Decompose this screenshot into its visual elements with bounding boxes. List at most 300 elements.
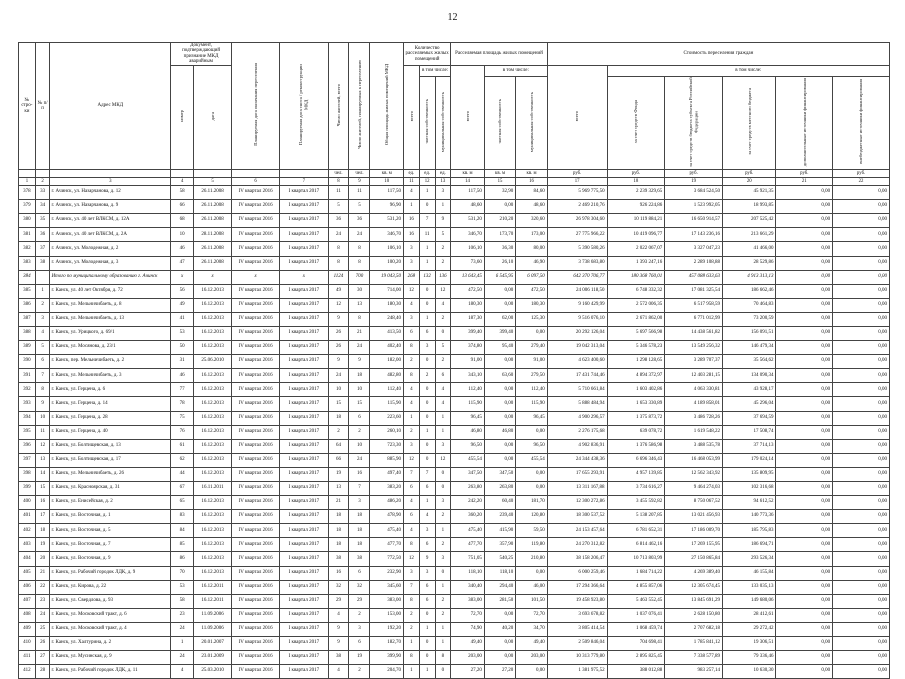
table-cell: 0,00 [776,298,833,312]
table-cell: 0,00 [776,242,833,256]
table-cell: x [280,270,328,284]
table-cell: 31 [171,355,194,369]
table-cell: 14 438 561,82 [665,326,723,340]
header-area-private: частная собственность [484,76,515,169]
unit-cell: ед. [404,170,420,178]
table-cell: 112,40 [451,383,485,397]
table-cell: 4 189 858,01 [665,397,723,411]
table-cell: 478,90 [370,510,404,524]
table-cell: 3 [435,186,451,200]
table-cell: 112,40 [370,383,404,397]
table-cell: 379 [19,200,36,214]
table-cell: г. Канск, ул. Мельничибаеть, д. 13 [50,312,171,326]
table-cell: I квартал 2017 [280,453,328,467]
header-item-number: № п/п [35,43,50,170]
table-cell: 0,00 [776,622,833,636]
table-cell: 24 [349,453,370,467]
column-number-cell: 14 [451,178,485,186]
table-cell: 0,00 [833,538,890,552]
unit-cell: кв. м [484,170,515,178]
table-cell: 26 [328,326,349,340]
table-cell: 9 464 274,03 [665,482,723,496]
table-cell: 4 [404,496,420,510]
table-cell: 18 [328,538,349,552]
table-cell: 210,80 [516,552,547,566]
table-row [19,341,890,355]
table-cell: 2 [435,355,451,369]
table-cell: 62,00 [484,312,515,326]
table-cell: 239,40 [484,510,515,524]
table-cell: 0,00 [776,594,833,608]
table-cell: 540,25 [484,552,515,566]
table-cell: г. Канск, ул. Мусинская, д. 9 [50,651,171,665]
table-cell: 45 296,04 [722,397,776,411]
table-cell: 68 [171,214,194,228]
unit-cell [231,170,279,178]
table-cell: г. Канск, ул. Рабочий городок ЛДК, д. 11 [50,665,171,679]
table-cell: 384 [19,270,36,284]
table-cell: I квартал 2017 [280,397,328,411]
table-cell: 3 684 524,50 [665,186,723,200]
unit-cell [280,170,328,178]
table-cell: г. Канск, ул. Красноярская, д. 31 [50,482,171,496]
column-number-cell: 22 [833,178,890,186]
table-cell: 10 [349,439,370,453]
table-cell: 20 292 126,04 [547,326,607,340]
table-cell: 4 [419,510,435,524]
table-cell: 6 [404,326,420,340]
table-cell: IV квартал 2016 [231,580,279,594]
column-number-cell: 20 [722,178,776,186]
table-cell: 0,00 [833,467,890,481]
table-cell: 12 [404,552,420,566]
table-cell: 3 [404,566,420,580]
table-cell: 21 [328,496,349,510]
table-cell: 6 [435,369,451,383]
column-number-cell: 8 [328,178,349,186]
header-area-group: Расселяемая площадь жилых помещений [451,43,548,66]
table-cell: 173,00 [516,228,547,242]
table-cell: IV квартал 2016 [231,186,279,200]
table-cell: 50 [171,341,194,355]
table-cell: 413,50 [370,326,404,340]
column-number-cell: 13 [435,178,451,186]
header-planned-end: Планируемая дата окончания переселения [231,43,279,170]
table-cell: 78 [171,397,194,411]
table-cell: 101,50 [516,594,547,608]
table-cell: 8 [404,341,420,355]
table-cell: 15 [328,397,349,411]
table-cell: 3 [404,439,420,453]
table-cell: 85 [171,538,194,552]
table-cell: 24 [171,622,194,636]
table-cell: 63,60 [484,369,515,383]
header-count-municipal: муниципальная собственность [435,76,451,169]
table-cell: 4 [35,326,50,340]
table-cell: 2 707 682,18 [665,622,723,636]
table-cell: 16.12.2013 [194,284,232,298]
table-cell: 38 [328,651,349,665]
table-cell: 388 012,88 [607,665,665,679]
table-cell: 203,00 [451,651,485,665]
table-cell: 24 [171,651,194,665]
table-cell: 2 [328,425,349,439]
table-cell: 497,40 [370,467,404,481]
table-cell: 6 [404,510,420,524]
table-cell: 204,70 [370,665,404,679]
table-cell: 3 [35,312,50,326]
table-row [19,510,890,524]
table-row [19,312,890,326]
table-cell: 0,00 [776,383,833,397]
table-row [19,538,890,552]
table-row [19,383,890,397]
table-cell: 0,00 [484,439,515,453]
table-cell: 1 [419,665,435,679]
table-cell: 1 [419,242,435,256]
table-cell: 4 957 139,85 [607,467,665,481]
table-cell: 12 [435,453,451,467]
table-cell: I квартал 2017 [280,538,328,552]
table-cell: 1124 [328,270,349,284]
table-cell: 1 [35,284,50,298]
table-cell: 1 [404,200,420,214]
table-cell: 10 713 803,99 [607,552,665,566]
table-cell: 4 [328,608,349,622]
table-cell: 2 [435,608,451,622]
table-cell: 408 [19,608,36,622]
table-cell: 28 412,61 [722,608,776,622]
table-cell: 0,00 [833,369,890,383]
table-cell: 5 [435,341,451,355]
table-cell: 18 993,85 [722,200,776,214]
table-cell: 96,45 [451,411,485,425]
table-body [19,186,890,679]
table-cell: 18 [349,538,370,552]
table-cell: 32 [328,580,349,594]
table-cell: 17 655 293,91 [547,467,607,481]
table-cell: 0,00 [833,228,890,242]
table-cell: 9 [435,214,451,228]
table-cell: 117,50 [370,186,404,200]
table-cell: 0,00 [833,341,890,355]
table-cell: IV квартал 2016 [231,242,279,256]
table-row [19,665,890,679]
table-cell: 26.11.2008 [194,214,232,228]
table-cell: г. Канск, ул. Кирова, д. 22 [50,580,171,594]
table-cell: 38 [35,256,50,270]
table-cell: 115,90 [370,397,404,411]
table-cell: 242,20 [451,496,485,510]
table-cell: 12 300 272,86 [547,496,607,510]
header-doc-number: номер [171,65,194,169]
table-cell: 0,00 [776,425,833,439]
table-cell: 0 [419,439,435,453]
table-cell: г. Канск, ул. Болтищевская, д. 17 [50,453,171,467]
table-cell: 5 346 578,23 [607,341,665,355]
table-cell: 120,80 [516,510,547,524]
table-cell: 25.06.2010 [194,355,232,369]
table-cell: 360,20 [451,510,485,524]
table-cell: г. Канск, ул. Болтищевская, д. 13 [50,439,171,453]
table-cell: 60,40 [484,496,515,510]
table-cell: 26 978 304,60 [547,214,607,228]
table-cell: 294,40 [484,580,515,594]
table-cell: 383,00 [451,594,485,608]
table-cell: 0,00 [484,608,515,622]
table-cell: 0,00 [833,439,890,453]
table-cell: 12 [435,284,451,298]
table-cell: 6 [419,326,435,340]
table-cell: 8 [404,369,420,383]
header-area-municipal: муниципальная собственность [516,76,547,169]
table-cell: 3 455 592,82 [607,496,665,510]
table-cell: 396 [19,439,36,453]
table-cell: 0,00 [484,298,515,312]
table-cell: 37 694,59 [722,411,776,425]
table-cell: 192,20 [370,622,404,636]
unit-cell: ед. [435,170,451,178]
table-cell: IV квартал 2016 [231,397,279,411]
table-cell: 346,70 [451,228,485,242]
table-cell: I квартал 2017 [280,651,328,665]
table-cell: 6 696 346,43 [607,453,665,467]
table-cell: 16.12.2013 [194,341,232,355]
table-cell: 16.12.2013 [194,425,232,439]
table-cell: 9 516 076,10 [547,312,607,326]
table-cell: 531,20 [370,214,404,228]
table-cell: 24 [349,341,370,355]
table-cell: 3 [435,552,451,566]
table-cell: 1 523 992,05 [665,200,723,214]
table-cell: 84 [171,524,194,538]
table-cell: 0 [419,608,435,622]
table-cell: Итого по муниципальному образованию г. Ачинск [50,270,171,284]
table-cell: 3 [404,256,420,270]
table-cell: 3 289 707,37 [665,355,723,369]
table-cell: 0,00 [776,397,833,411]
table-cell: 0,00 [776,200,833,214]
table-cell: 4 063 330,81 [665,383,723,397]
table-cell: 34,70 [516,622,547,636]
table-cell: 13 021 456,93 [665,510,723,524]
unit-cell [171,170,194,178]
table-cell: 2 [435,256,451,270]
table-cell: 12 [404,284,420,298]
table-cell: 398 [19,467,36,481]
table-row [19,242,890,256]
table-cell: 279,50 [516,369,547,383]
table-cell: 5 969 775,50 [547,186,607,200]
column-number-cell: 3 [50,178,171,186]
table-cell: 0,00 [776,270,833,284]
table-cell: 12 [404,453,420,467]
table-cell: 0,00 [776,637,833,651]
table-cell: г. Канск, пер. Мельничибаеть, д. 2 [50,355,171,369]
table-cell: 223,60 [370,411,404,425]
table-cell: 186 694,71 [722,538,776,552]
table-cell: 96,45 [516,411,547,425]
table-cell: 2 [349,425,370,439]
table-cell: IV квартал 2016 [231,200,279,214]
table-cell: 2 [404,622,420,636]
table-cell: IV квартал 2016 [231,369,279,383]
table-cell: 1 [435,200,451,214]
table-cell: 19 458 923,80 [547,594,607,608]
table-cell: 4 269 389,40 [665,566,723,580]
table-cell: 37 714,13 [722,439,776,453]
table-cell: I квартал 2017 [280,622,328,636]
table-cell: 20.01.2007 [194,637,232,651]
column-number-cell: 7 [280,178,328,186]
table-cell: I квартал 2017 [280,369,328,383]
table-cell: 16 [404,214,420,228]
table-cell: 18 [35,524,50,538]
table-row [19,637,890,651]
table-cell: 77 [171,383,194,397]
table-cell: 700 [349,270,370,284]
table-cell: 0,00 [776,369,833,383]
table-cell: 1 [435,580,451,594]
table-cell: 29 [349,594,370,608]
table-cell: 5 [328,200,349,214]
table-cell: 0,00 [776,482,833,496]
table-cell: 0,00 [516,566,547,580]
table-row [19,186,890,200]
table-cell: 0 [419,453,435,467]
table-cell: I квартал 2017 [280,326,328,340]
table-cell: 1 [419,256,435,270]
table-cell: 0,00 [484,453,515,467]
table-cell: 751,05 [451,552,485,566]
table-cell: 3 [435,439,451,453]
table-cell: 17 508,74 [722,425,776,439]
table-cell: IV квартал 2016 [231,214,279,228]
table-cell: 2 [435,242,451,256]
table-cell: 704 698,41 [607,637,665,651]
table-cell: 1 [419,312,435,326]
header-count-total: всего [404,65,420,169]
table-cell: 27 150 865,84 [665,552,723,566]
table-cell: 248,40 [370,312,404,326]
table-cell: 11 [328,186,349,200]
table-cell: 35 [35,214,50,228]
table-cell: 24 [349,228,370,242]
table-cell: 180 368 760,01 [607,270,665,284]
table-cell: 1 [435,622,451,636]
table-cell: 53 [171,580,194,594]
table-row [19,256,890,270]
table-cell: 10 [349,383,370,397]
table-cell: 455,54 [516,453,547,467]
table-cell: 639 078,72 [607,425,665,439]
table-cell: 210,20 [484,214,515,228]
table-cell: 2 022 067,07 [607,242,665,256]
table-cell: 207 525,42 [722,214,776,228]
column-number-cell: 21 [776,178,833,186]
table-cell: 117,50 [451,186,485,200]
table-cell: 5 [35,341,50,355]
table-cell: 16.12.2013 [194,453,232,467]
column-number-cell: 19 [665,178,723,186]
header-cost-including: в том числе: [607,65,889,76]
table-cell: 185 795,83 [722,524,776,538]
table-cell: 399,40 [451,326,485,340]
table-cell: 8 [328,242,349,256]
table-cell: 26.11.2008 [194,256,232,270]
table-cell: 8 750 067,52 [665,496,723,510]
table-cell: 19 043,50 [370,270,404,284]
table-cell: 0 [435,665,451,679]
table-cell: 36 [349,214,370,228]
table-row [19,580,890,594]
table-cell: 0,00 [833,510,890,524]
table-cell: г. Ачинск, ул. Молодежная, д. 2 [50,242,171,256]
table-cell: 2 [349,608,370,622]
table-cell: 412 [19,665,36,679]
table-cell: I квартал 2017 [280,256,328,270]
table-cell: 0,00 [484,411,515,425]
table-cell: 25 [35,622,50,636]
table-cell: 19 [328,467,349,481]
table-cell: 8 [435,651,451,665]
table-cell: 28 529,86 [722,256,776,270]
table-cell: 182,00 [370,355,404,369]
table-row [19,298,890,312]
table-cell: 26 [328,341,349,355]
table-cell: 0,00 [833,637,890,651]
table-cell: 6 097,50 [516,270,547,284]
table-cell: 1 037 076,41 [607,608,665,622]
table-cell: 80,00 [516,242,547,256]
table-cell: 0,00 [833,256,890,270]
table-cell: 13 845 691,29 [665,594,723,608]
table-cell: г. Ачинск, ул. Молодежная, д. 3 [50,256,171,270]
table-cell: 6 [419,482,435,496]
table-cell: 1 [435,425,451,439]
table-cell: 0,00 [516,665,547,679]
table-row [19,270,890,284]
table-cell: 16.12.2013 [194,510,232,524]
table-cell [35,270,50,284]
table-cell: 0,00 [776,453,833,467]
table-cell: IV квартал 2016 [231,284,279,298]
table-cell: 5 [349,200,370,214]
table-cell: IV квартал 2016 [231,326,279,340]
table-cell: 0,00 [833,411,890,425]
table-cell: 16 [404,228,420,242]
table-cell: 0,00 [833,496,890,510]
table-cell: IV квартал 2016 [231,439,279,453]
table-cell: 46 155,84 [722,566,776,580]
table-cell: IV квартал 2016 [231,425,279,439]
unit-cell: ед. [419,170,435,178]
table-cell: 0,00 [776,496,833,510]
table-cell: 79 336,46 [722,651,776,665]
table-cell: 1 [419,425,435,439]
table-cell: 27,20 [484,665,515,679]
table-cell: 402,40 [370,341,404,355]
table-cell: 11 [35,425,50,439]
table-cell: 9 [328,622,349,636]
table-cell: 723,30 [370,439,404,453]
table-cell: г. Канск, ул. Рабочий городок ЛДК, д. 9 [50,566,171,580]
table-cell: 0,00 [833,284,890,298]
table-cell: 642 370 706,77 [547,270,607,284]
table-cell: 4 [435,397,451,411]
table-cell: I квартал 2017 [280,341,328,355]
table-cell: 0,00 [776,510,833,524]
